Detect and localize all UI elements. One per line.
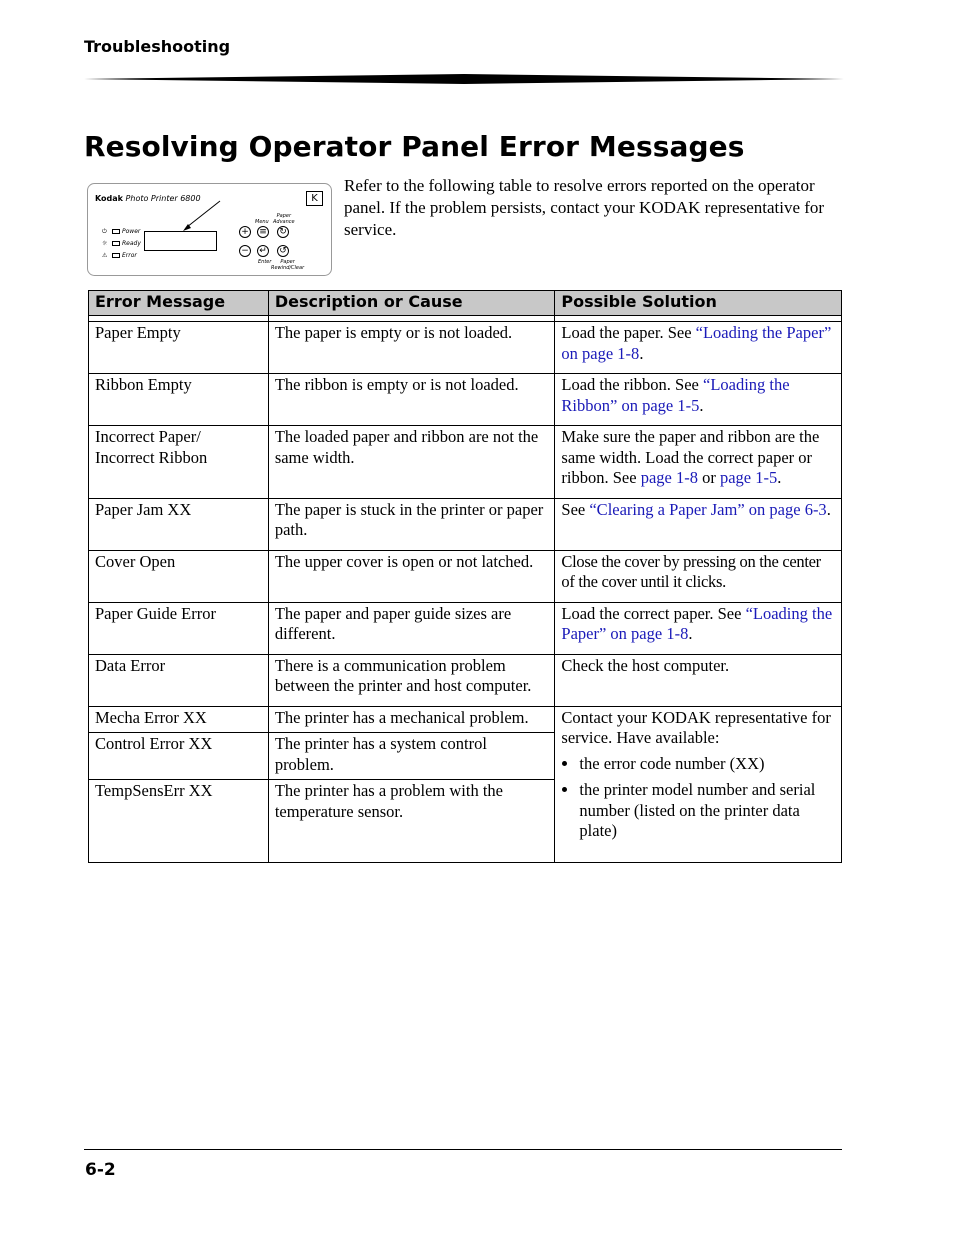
merged-solution-text: Contact your KODAK representative for service. Have available:	[561, 707, 831, 747]
menu-label: Menu	[255, 219, 269, 225]
solution-bullet-list	[561, 754, 835, 842]
error-message-cell: Paper Guide Error	[89, 602, 269, 654]
ready-icon: ☼	[102, 240, 108, 247]
minus-button-icon: −	[239, 245, 251, 257]
cross-reference-link[interactable]: “Loading the Paper” on page 1-8	[561, 323, 832, 363]
cross-reference-link[interactable]: “Loading the Ribbon” on page 1-5	[561, 375, 790, 415]
footer-rule	[84, 1149, 842, 1150]
column-header-error-message: Error Message	[89, 291, 269, 316]
cause-cell: The printer has a mechanical problem.	[268, 706, 555, 733]
solution-cell	[555, 322, 842, 374]
table-row	[89, 498, 842, 550]
paper-advance-label: Paper Advance	[273, 213, 295, 225]
table-row	[89, 706, 842, 733]
error-message-cell: Incorrect Paper/ Incorrect Ribbon	[89, 426, 269, 499]
panel-display	[144, 231, 217, 251]
cause-cell: There is a communication problem between the printer and host computer.	[268, 654, 555, 706]
error-message-cell: Paper Empty	[89, 322, 269, 374]
table-header-row	[89, 291, 842, 316]
solution-text-end: .	[777, 468, 782, 487]
table-row	[89, 374, 842, 426]
cause-cell: The printer has a problem with the temperature sensor.	[268, 780, 555, 863]
cause-cell: The ribbon is empty or is not loaded.	[268, 374, 555, 426]
solution-text-mid: or	[697, 468, 720, 487]
solution-cell	[555, 374, 842, 426]
paper-rewind-label: Paper Rewind/Clear	[271, 259, 305, 271]
solution-text: Load the paper. See	[561, 323, 696, 342]
solution-cell	[555, 602, 842, 654]
table-row	[89, 322, 842, 374]
ready-indicator	[102, 240, 141, 247]
header-rule	[84, 70, 844, 86]
cause-cell: The printer has a system control problem.	[268, 733, 555, 780]
section-header: Troubleshooting	[84, 37, 231, 56]
solution-text-end: .	[699, 395, 704, 415]
cross-reference-link[interactable]: “Loading the Paper” on page 1-8	[561, 603, 833, 643]
power-indicator	[102, 228, 140, 236]
solution-text: Close the cover by pressing on the center of the cover until it clicks.	[561, 551, 821, 591]
solution-text: Make sure the paper and ribbon are the same width. Load the correct paper or ribbon. See	[561, 427, 820, 487]
page-number: 6-2	[85, 1160, 116, 1180]
solution-text-end: .	[688, 624, 693, 643]
solution-cell	[555, 550, 842, 602]
cause-cell: The paper is empty or is not loaded.	[268, 322, 555, 374]
error-message-cell: Data Error	[89, 654, 269, 706]
error-message-cell: Control Error XX	[89, 733, 269, 780]
page-title: Resolving Operator Panel Error Messages	[84, 130, 745, 163]
error-message-table	[88, 290, 842, 863]
solution-text-end: .	[639, 343, 644, 363]
solution-cell	[555, 426, 842, 499]
bullet-item: • the error code number (XX)	[579, 754, 835, 775]
solution-text: See	[561, 499, 590, 519]
error-indicator	[102, 252, 137, 259]
enter-label: Enter	[258, 259, 272, 265]
bullet-item: • the printer model number and serial number (listed on the printer data plate)	[579, 780, 835, 842]
operator-panel-illustration	[87, 183, 332, 276]
error-message-cell: Mecha Error XX	[89, 706, 269, 733]
solution-text: Check the host computer.	[561, 655, 730, 675]
paper-advance-button-icon: ↻	[277, 226, 289, 238]
enter-button-icon: ↵	[257, 245, 269, 257]
intro-paragraph: Refer to the following table to resolve errors reported on the operator panel. If the problem persists, contact your KODAK representative for service.	[344, 176, 825, 239]
panel-brand-name: Kodak	[95, 194, 123, 203]
solution-text: Load the correct paper. See	[561, 603, 746, 623]
error-led	[112, 253, 120, 258]
table-row	[89, 602, 842, 654]
panel-brand	[95, 194, 201, 203]
solution-cell	[555, 654, 842, 706]
cause-cell: The paper is stuck in the printer or paper path.	[268, 498, 555, 550]
plus-button-icon: +	[239, 226, 251, 238]
power-label: Power	[122, 228, 141, 235]
merged-solution-cell	[555, 706, 842, 863]
solution-cell	[555, 498, 842, 550]
kodak-logo-icon: K	[306, 191, 323, 206]
table-row	[89, 550, 842, 602]
column-header-description: Description or Cause	[268, 291, 555, 316]
cause-cell: The upper cover is open or not latched.	[268, 550, 555, 602]
error-label: Error	[122, 252, 137, 259]
cross-reference-link-2[interactable]: page 1-5	[719, 468, 778, 487]
error-message-cell: Paper Jam XX	[89, 498, 269, 550]
table-row	[89, 426, 842, 499]
power-led	[112, 229, 120, 234]
cause-cell: The paper and paper guide sizes are different.	[268, 602, 555, 654]
ready-label: Ready	[122, 240, 141, 247]
power-icon: ⏻	[102, 228, 107, 235]
menu-button-icon: ≡	[257, 226, 269, 238]
cross-reference-link[interactable]: page 1-8	[640, 468, 698, 487]
error-message-cell: TempSensErr XX	[89, 780, 269, 863]
paper-rewind-button-icon: ↺	[277, 245, 289, 257]
cause-cell: The loaded paper and ribbon are not the same width.	[268, 426, 555, 499]
error-message-cell: Ribbon Empty	[89, 374, 269, 426]
cross-reference-link[interactable]: “Clearing a Paper Jam” on page 6-3	[589, 499, 827, 519]
column-header-solution: Possible Solution	[555, 291, 842, 316]
table-row	[89, 654, 842, 706]
ready-led	[112, 241, 120, 246]
solution-text: Load the ribbon. See	[561, 375, 703, 394]
panel-model: Photo Printer 6800	[125, 194, 201, 203]
warning-icon: ⚠	[102, 252, 108, 259]
error-message-cell: Cover Open	[89, 550, 269, 602]
solution-text-end: .	[826, 499, 831, 519]
